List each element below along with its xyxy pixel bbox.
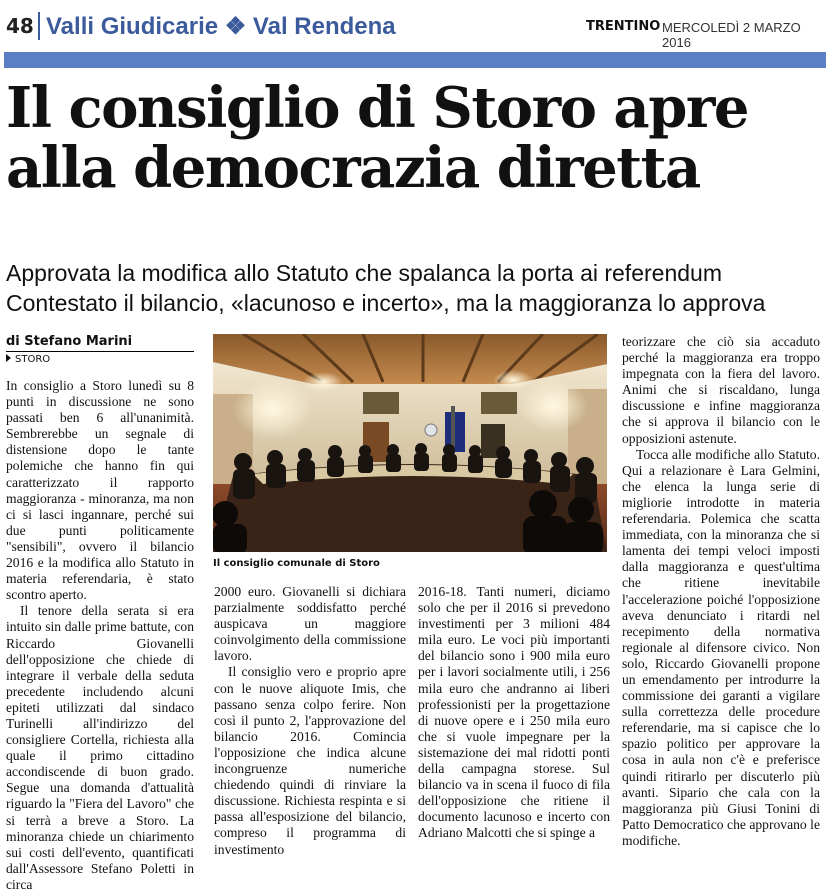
article-column-3 [418, 584, 610, 842]
headline [6, 75, 826, 201]
header-divider [38, 12, 40, 40]
headline-line: alla democrazia diretta [6, 135, 700, 201]
subheadline [6, 258, 826, 318]
subheadline-line: Contestato il bilancio, «lacunoso e incerto», ma la maggioranza lo approva [6, 290, 766, 316]
article-column-2 [214, 584, 406, 858]
dateline-marker-icon [6, 354, 11, 362]
council-photo-image [213, 334, 607, 552]
article-column-1 [6, 378, 194, 893]
section-title: Valli Giudicarie ❖ Val Rendena [46, 13, 396, 40]
header-color-band [4, 52, 826, 68]
paragraph: Il tenore della serata si era intuito sin dalle prime battute, con Riccardo Giovanelli dell'opposizione che chiede di integrare il verbale della seduta precedente includendo alcuni epiteti utilizzati dal sindaco Turinelli all'indirizzo del consigliere Cortella, richiesta alla quale il primo cittadino accondiscende di buon grado. Segue una domanda d'attualità riguardo la "Fiera del Lavoro" che si terrà a breve a Storo. La minoranza chiede un chiarimento sui costi dell'evento, quantificati dall'Assessore Stefano Poletti in circa [6, 603, 194, 892]
paragraph: In consiglio a Storo lunedì su 8 punti in discussione ne sono passati ben 6 all'unanimità. Sembrerebbe un segnale di distensione dopo le tante polemiche che hanno fin qui caratterizzato il rapporto maggioranza - minoranza, ma non ci si lasci ingannare, perché sui due punti politicamente "sensibili", ovvero il bilancio 2016 e la modifica allo Statuto in materia referendaria, è stato scontro aperto. [6, 378, 194, 603]
paragraph: 2016-18. Tanti numeri, diciamo solo che per il 2016 si prevedono investimenti per 3 milioni 484 mila euro. Le voci più importanti del bilancio sono i 900 mila euro per i lavori socialmente utili, i 256 mila euro che andranno ai liberi professionisti per la progettazione di nuove opere e i 250 mila euro che si vuole impegnare per la sistemazione dei mal ridotti ponti della campagna storese. Sul bilancio va in scena il fuoco di fila dell'opposizione che ritiene il documento lacunoso e incerto con Adriano Malcotti che si spinge a [418, 584, 610, 841]
dateline [6, 354, 50, 365]
paragraph: 2000 euro. Giovanelli si dichiara parzialmente soddisfatto perché auspicava un maggiore coinvolgimento della commissione lavoro. [214, 584, 406, 664]
paragraph: teorizzare che ciò sia accaduto perché la maggioranza era troppo impegnata con la fiera del lavoro. Animi che si riscaldano, lunga discussione e infine maggioranza che si approva il bilancio con le opposizioni astenute. [622, 334, 820, 446]
subheadline-line: Approvata la modifica allo Statuto che spalanca la porta ai referendum [6, 260, 722, 286]
paragraph: Il consiglio vero e proprio apre con le nuove aliquote Imis, che passano senza colpo ferire. Non così il punto 2, l'approvazione del bilancio 2016. Comincia l'opposizione che indica alcune incongruenze numeriche chiedendo quindi di rinviare la discussione. Richiesta respinta e si passa all'esposizione del bilancio, compreso il programma di investimento [214, 664, 406, 857]
issue-date: MERCOLEDÌ 2 MARZO 2016 [662, 20, 801, 50]
photo-caption: Il consiglio comunale di Storo [213, 558, 380, 569]
page-number: 48 [6, 14, 34, 38]
paragraph: Tocca alle modifiche allo Statuto. Qui a relazionare è Lara Gelmini, che elenca la lunga serie di migliorie introdotte in materia referendaria. Polemica che scatta immediata, con la minoranza che si lamenta dei tempi veloci imposti dalla maggioranza e quest'ultima che ritiene inevitabile l'accelerazione poiché l'opposizione aveva denunciato i ritardi nel recepimento della normativa regionale al difensore civico. Non solo, Riccardo Giovanelli propone un emendamento per introdurre la commissione dei garanti a vigilare sulla correttezza delle procedure referendarie, ma si capisce che lo spazio politico per approvare la cosa in aula non c'è e preferisce quindi ritirarlo per discuterlo più avanti. Sipario che cala con la maggioranza più Giusi Tonini di Patto Democratico che approvano le modifiche. [622, 446, 820, 848]
byline: di Stefano Marini [6, 334, 194, 352]
dateline-text: STORO [15, 354, 51, 365]
article-column-4 [622, 334, 820, 849]
newspaper-name: TRENTINO [586, 19, 661, 34]
council-photo [213, 334, 607, 552]
headline-line: Il consiglio di Storo apre [6, 75, 748, 141]
page-header [0, 0, 826, 56]
